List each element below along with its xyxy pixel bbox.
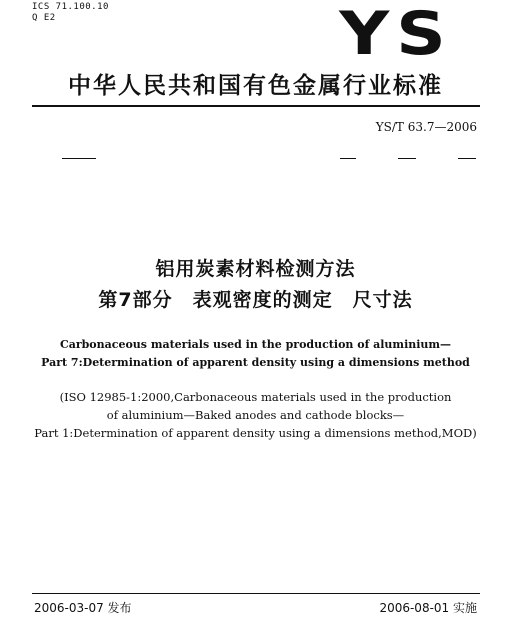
standard-number: YS/T 63.7—2006 <box>375 120 477 134</box>
iso-reference-line1: (ISO 12985-1:2000,Carbonaceous materials used in the production <box>59 390 452 404</box>
title-en-line2: Part 7:Determination of apparent density using a dimensions method <box>41 356 470 369</box>
iso-reference-line3: Part 1:Determination of apparent density using a dimensions method,MOD) <box>34 426 477 440</box>
publish-date: 2006-03-07 发布 <box>34 601 132 615</box>
organization-title: 中华人民共和国有色金属行业标准 <box>68 73 443 99</box>
category-code: Q E2 <box>32 13 56 23</box>
ics-classification <box>32 2 109 24</box>
replace-line-divider <box>398 158 416 159</box>
footer-divider <box>32 593 480 594</box>
ys-logo: YS <box>339 0 453 69</box>
replace-line-divider <box>458 158 476 159</box>
replace-line-divider <box>62 158 96 159</box>
replace-line-divider <box>340 158 356 159</box>
iso-reference-line2: of aluminium—Baked anodes and cathode blocks— <box>106 408 405 422</box>
title-zh-line1: 铝用炭素材料检测方法 <box>155 258 356 280</box>
header-divider <box>32 105 480 107</box>
title-zh-line2: 第7部分 表观密度的测定 尺寸法 <box>98 289 413 311</box>
title-en-line1: Carbonaceous materials used in the production of aluminium— <box>59 338 452 351</box>
implement-date: 2006-08-01 实施 <box>379 601 477 615</box>
ics-code: ICS 71.100.10 <box>32 2 109 12</box>
